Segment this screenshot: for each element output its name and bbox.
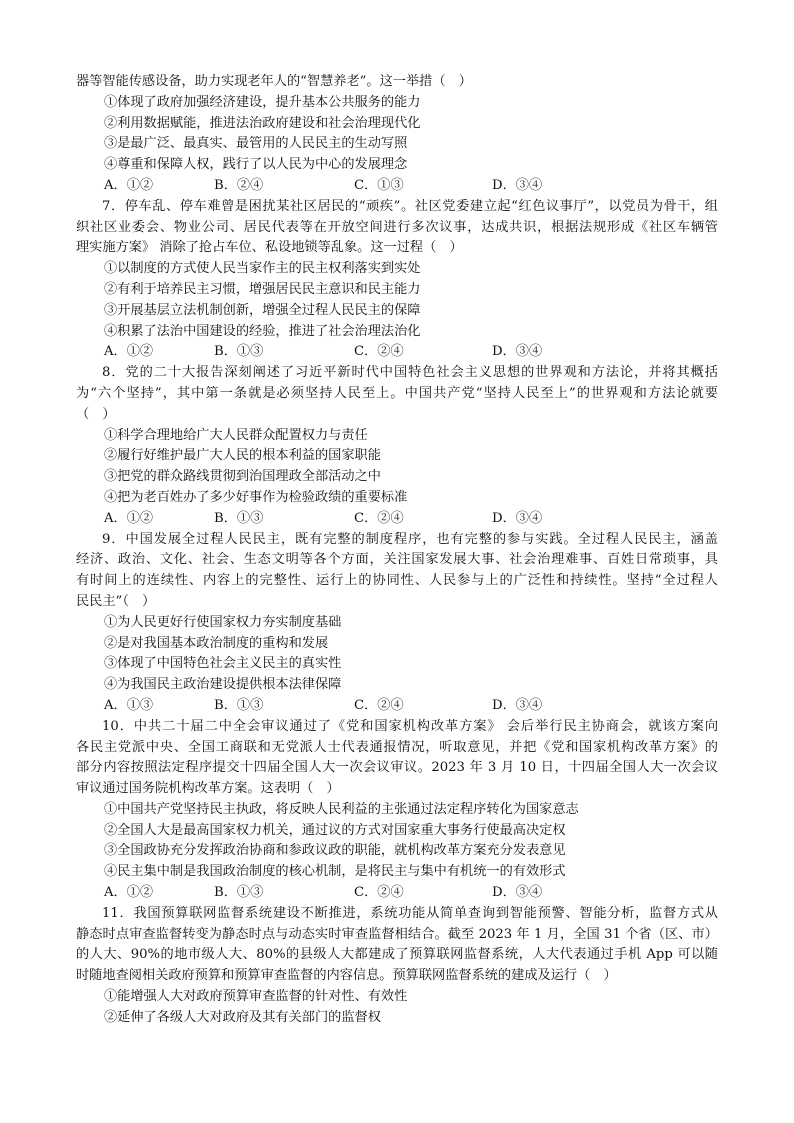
answer-choice: B．①③ <box>214 885 264 901</box>
answer-choice: A．①③ <box>104 697 154 713</box>
text-line: 经济、政治、文化、社会、生态文明等各个方面，关注国家发展大事、社会治理难事、百姓日常琐事，具 <box>76 552 718 568</box>
answer-choice: D．③④ <box>492 885 543 901</box>
option-line: ④民主集中制是我国政治制度的核心机制，是将民主与集中有机统一的有效形式 <box>104 864 566 880</box>
option-line: ③开展基层立法机制创新，增强全过程人民民主的保障 <box>104 302 421 318</box>
answer-choices <box>0 342 718 363</box>
answer-choice: B．①③ <box>214 510 264 526</box>
option-line: ②利用数据赋能，推进法治政府建设和社会治理现代化 <box>104 115 421 131</box>
answer-choice: A．①② <box>104 885 154 901</box>
answer-choice: C．②④ <box>354 344 404 360</box>
option-line: ③是最广泛、最真实、最管用的人民民主的生动写照 <box>104 136 408 152</box>
option-line: ①以制度的方式使人民当家作主的民主权利落实到实处 <box>104 261 421 277</box>
option-line: ①科学合理地给广大人民群众配置权力与责任 <box>104 427 368 443</box>
option-line: ①体现了政府加强经济建设，提升基本公共服务的能力 <box>104 94 421 110</box>
text-line: （ ） <box>76 406 116 422</box>
text-line: 的人大、90%的地市级人大、80%的县级人大都建成了预算联网监督系统，人大代表通过手机 App 可以随 <box>76 947 718 963</box>
option-line: ④为我国民主政治建设提供根本法律保障 <box>104 677 342 693</box>
text-line: 织社区业委会、物业公司、居民代表等在开放空间进行多次议事，达成共识，根据法规形成《社区车辆管 <box>76 219 718 235</box>
text-line: 为“六个坚持”，其中第一条就是必须坚持人民至上。中国共产党“坚持人民至上”的世界观和方法论就要 <box>76 385 718 401</box>
option-line: ①中国共产党坚持民主执政，将反映人民利益的主张通过法定程序转化为国家意志 <box>104 801 579 817</box>
option-line: ②是对我国基本政治制度的重构和发展 <box>104 635 329 651</box>
text-line: 10．中共二十届二中全会审议通过了《党和国家机构改革方案》 会后举行民主协商会，就该方案向 <box>102 718 718 734</box>
answer-choices <box>0 883 718 904</box>
answer-choices <box>0 509 718 530</box>
option-line: ④积累了法治中国建设的经验，推进了社会治理法治化 <box>104 323 421 339</box>
text-line: 8．党的二十大报告深刻阐述了习近平新时代中国特色社会主义思想的世界观和方法论，并将其概括 <box>102 365 718 381</box>
text-line: 民民主”（ ） <box>76 593 156 609</box>
text-line: 有时间上的连续性、内容上的完整性、运行上的协同性、人民参与上的广泛性和持续性。坚持“全过程人 <box>76 573 718 589</box>
option-line: ③把党的群众路线贯彻到治国理政全部活动之中 <box>104 469 381 485</box>
option-line: ②全国人大是最高国家权力机关，通过议的方式对国家重大事务行使最高决定权 <box>104 822 566 838</box>
answer-choice: D．③④ <box>492 177 543 193</box>
answer-choice: C．②④ <box>354 697 404 713</box>
answer-choice: C．①③ <box>354 177 404 193</box>
text-line: 静态时点审查监督转变为静态时点与动态实时审查监督相结合。截至 2023 年 1 月，全国 31 个省（区、市） <box>76 926 718 942</box>
answer-choice: D．③④ <box>492 510 543 526</box>
text-line: 各民主党派中央、全国工商联和无党派人士代表通报情况，听取意见，并把《党和国家机构改革方案》的 <box>76 739 718 755</box>
option-line: ②延伸了各级人大对政府及其有关部门的监督权 <box>104 1009 381 1025</box>
option-line: ④尊重和保障人权，践行了以人民为中心的发展理念 <box>104 157 408 173</box>
answer-choice: A．①② <box>104 510 154 526</box>
text-line: 部分内容按照法定程序提交十四届全国人大一次会议审议。2023 年 3 月 10 日，十四届全国人大一次会议 <box>76 760 718 776</box>
text-line: 9．中国发展全过程人民民主，既有完整的制度程序，也有完整的参与实践。全过程人民民主，涵盖 <box>102 531 718 547</box>
answer-choice: D．③④ <box>492 344 543 360</box>
option-line: ③全国政协充分发挥政治协商和参政议政的职能，就机构改革方案充分发表意见 <box>104 843 566 859</box>
option-line: ④把为老百姓办了多少好事作为检验政绩的重要标准 <box>104 489 408 505</box>
option-line: ①为人民更好行使国家权力夯实制度基础 <box>104 614 342 630</box>
text-line: 11．我国预算联网监督系统建设不断推进，系统功能从简单查询到智能预警、智能分析，监督方式从 <box>102 905 718 921</box>
option-line: ②有利于培养民主习惯，增强居民民主意识和民主能力 <box>104 281 421 297</box>
text-line: 时随地查阅相关政府预算和预算审查监督的内容信息。预算联网监督系统的建成及运行（ ） <box>76 968 617 984</box>
option-line: ②履行好维护最广大人民的根本利益的国家职能 <box>104 448 381 464</box>
answer-choice: D．③④ <box>492 697 543 713</box>
answer-choice: B．②④ <box>214 177 264 193</box>
answer-choices <box>0 176 718 197</box>
option-line: ①能增强人大对政府预算审查监督的针对性、有效性 <box>104 989 408 1005</box>
answer-choice: B．①③ <box>214 344 264 360</box>
answer-choices <box>0 696 718 717</box>
text-line: 器等智能传感设备，助力实现老年人的“智慧养老”。这一举措（ ） <box>76 74 472 89</box>
answer-choice: C．②④ <box>354 510 404 526</box>
answer-choice: B．①③ <box>214 697 264 713</box>
answer-choice: A．①② <box>104 344 154 360</box>
option-line: ③体现了中国特色社会主义民主的真实性 <box>104 656 342 672</box>
answer-choice: A．①② <box>104 177 154 193</box>
text-line: 理实施方案》 消除了抢占车位、私设地锁等乱象。这一过程（ ） <box>76 240 463 256</box>
exam-page <box>0 72 794 1029</box>
text-line: 7．停车乱、停车难曾是困扰某社区居民的“顽疾”。社区党委建立起“红色议事厅”，以党员为骨干，组 <box>102 198 718 214</box>
answer-choice: C．②④ <box>354 885 404 901</box>
text-line: 审议通过国务院机构改革方案。这表明（ ） <box>76 781 340 797</box>
